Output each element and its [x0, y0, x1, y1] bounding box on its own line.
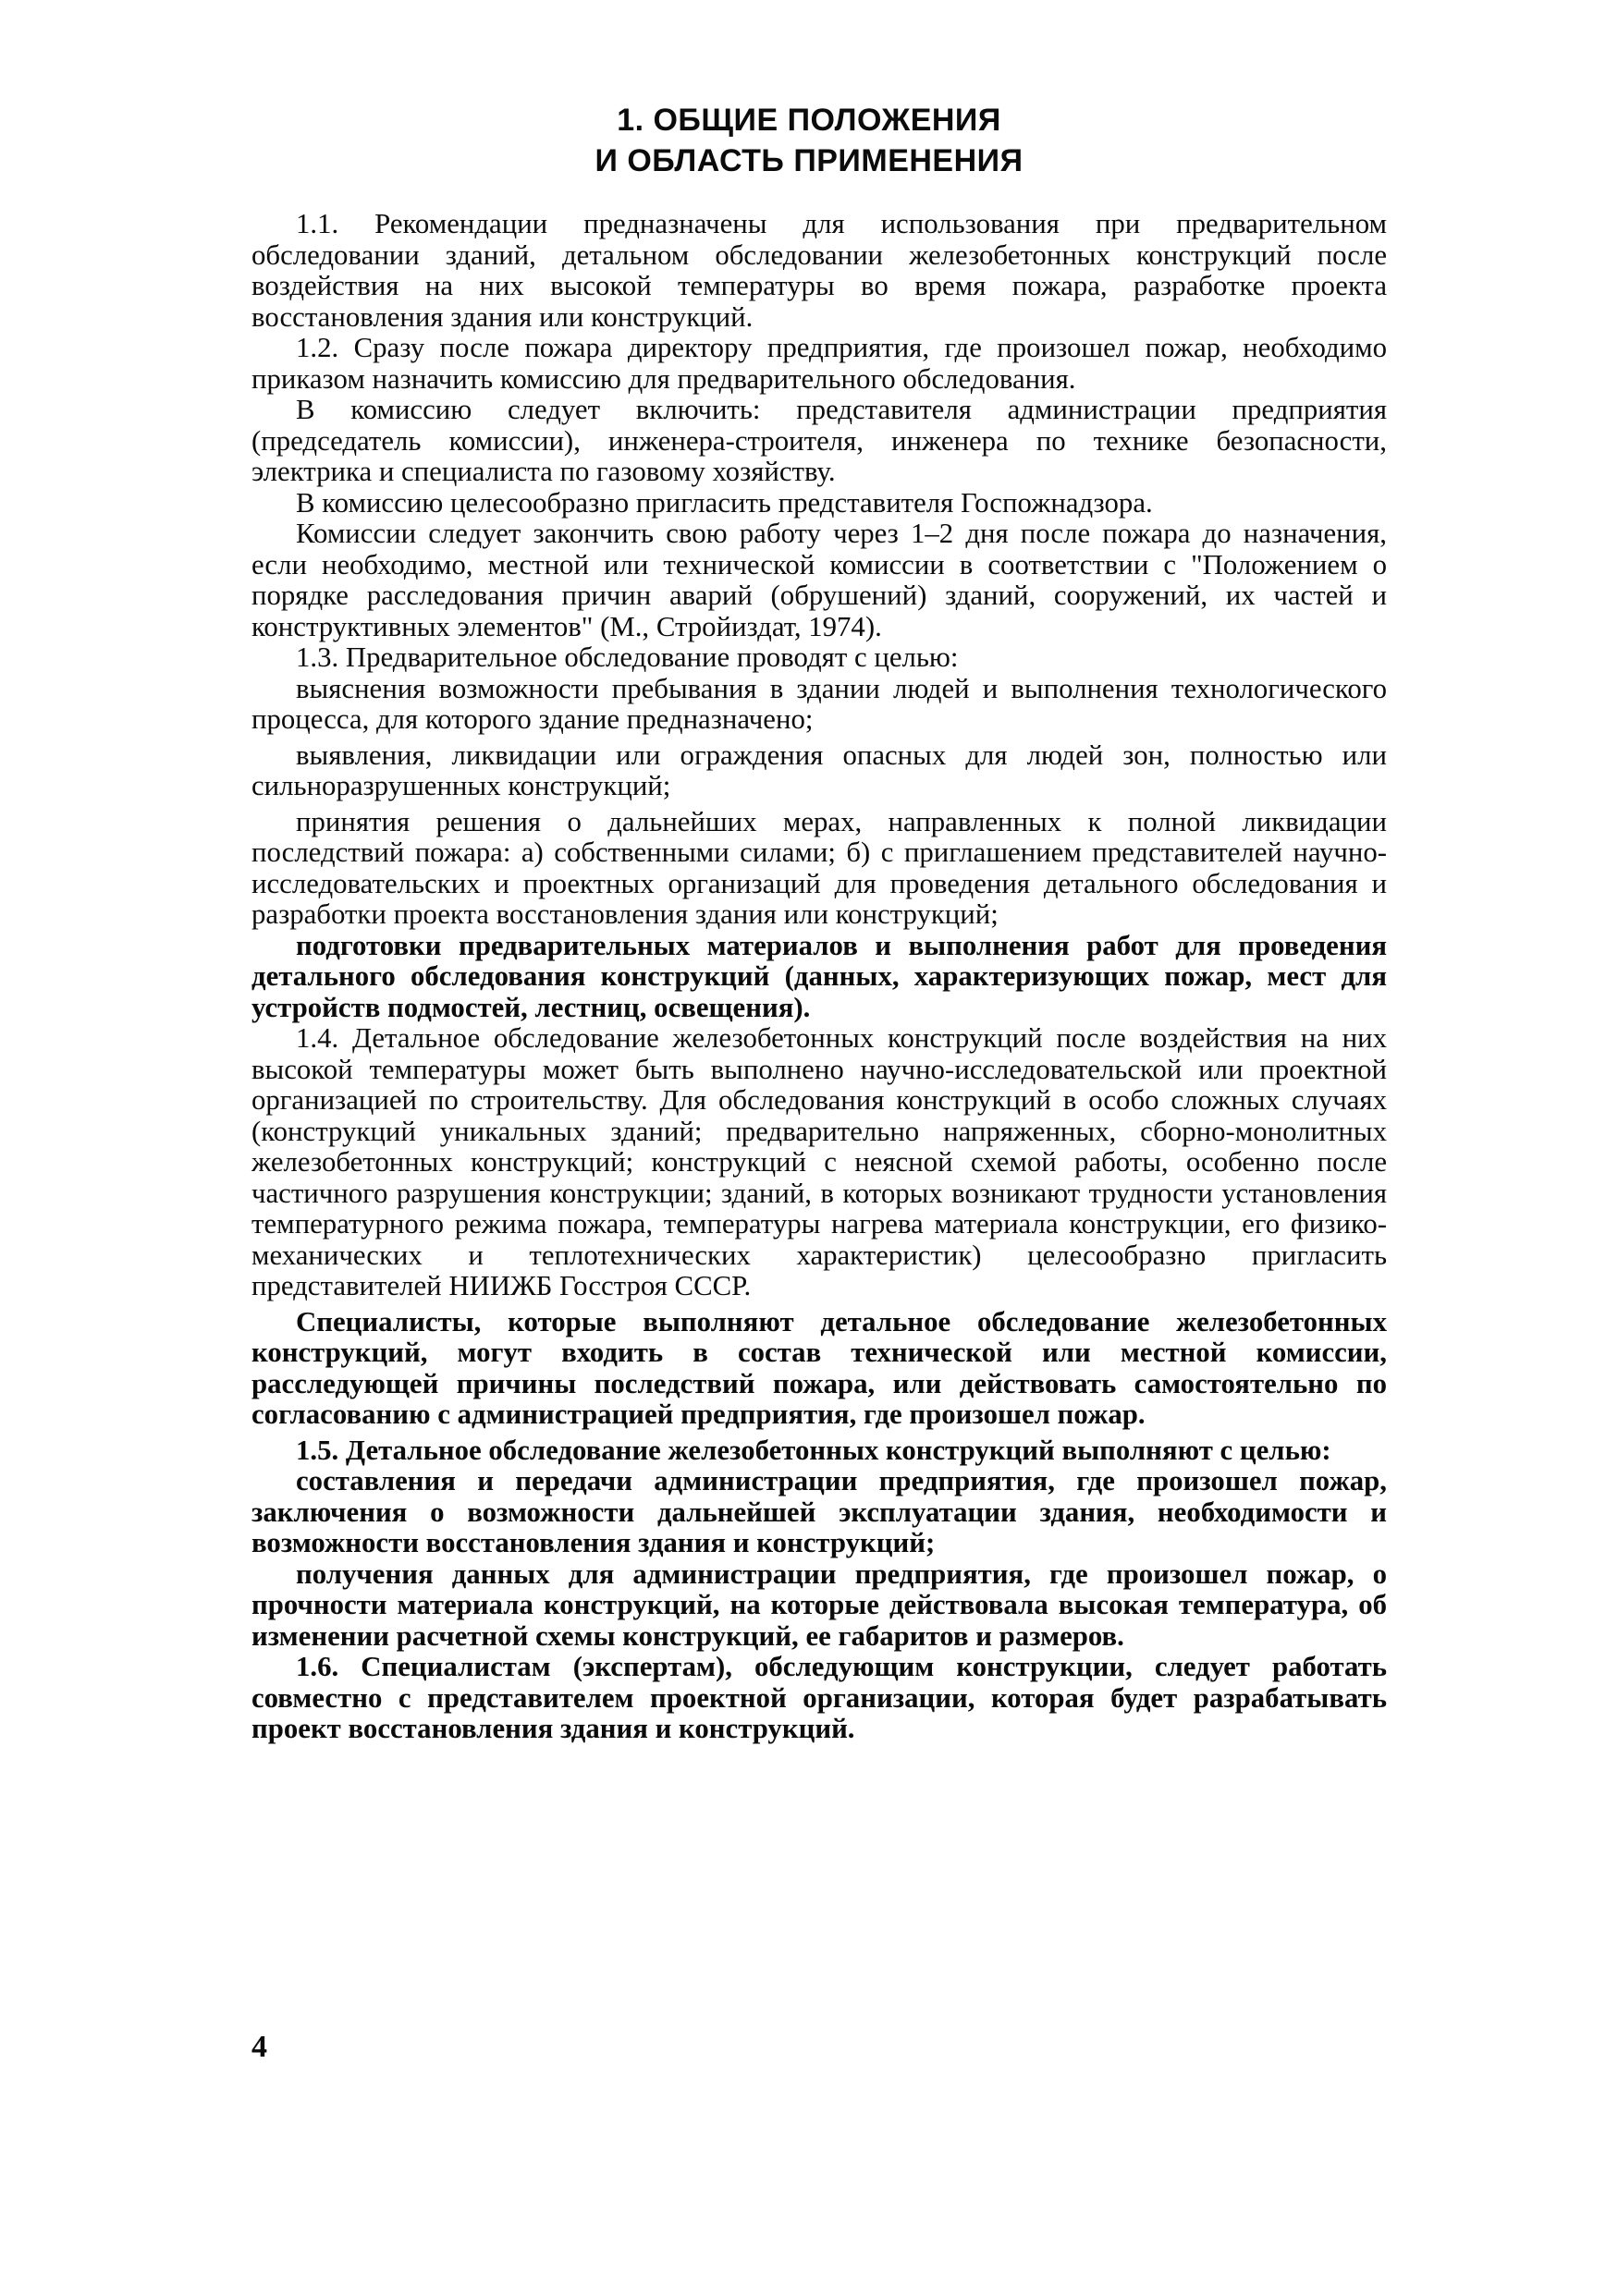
paragraph-1-1: 1.1. Рекомендации предназначены для использования при предварительном обследовании зданий, детальном обследовании железобетонных конструкций после воздействия на них высокой температуры во время пожара, разработке проекта восстановления здания или конструкций.: [251, 208, 1387, 333]
list-item-data: получения данных для администрации предприятия, где произошел пожар, о прочности материала конструкций, на которые действовала высокая температура, об изменении расчетной схемы конструкций, ее габаритов и размеров.: [251, 1557, 1387, 1652]
paragraph-invite-inspector: В комиссию целесообразно пригласить представителя Госпожнадзора.: [296, 486, 1153, 519]
paragraph-commission-members: В комиссию следует включить: представителя администрации предприятия (председатель комиссии), инженера-строителя, инженера по технике безопасности, электрика и специалиста по газовому хозяйству.: [251, 394, 1387, 487]
document-body: [251, 209, 1387, 1745]
list-item-conclusion: составления и передачи администрации предприятия, где произошел пожар, заключения о возможности дальнейшей эксплуатации здания, необходимости и возможности восстановления здания и конструкций;: [251, 1465, 1387, 1558]
paragraph-1-3: 1.3. Предварительное обследование проводят с целью:: [296, 641, 959, 673]
paragraph-1-6: 1.6. Специалистам (экспертам), обследующим конструкции, следует работать совместно с представителем проектной организации, которая будет разрабатывать проект восстановления здания и конструкций.: [251, 1651, 1387, 1744]
list-item-clarify: выяснения возможности пребывания в здании людей и выполнения технологического процесса, для которого здание предназначено;: [251, 672, 1387, 735]
paragraph-commission-deadline: Комиссии следует закончить свою работу через 1–2 дня после пожара до назначения, если необходимо, местной или технической комиссии в соответствии с "Положением о порядке расследования причин аварий (обрушений) зданий, сооружений, их частей и конструктивных элементов" (М., Стройиздат, 1974).: [251, 518, 1387, 642]
page-number: 4: [251, 2030, 267, 2064]
paragraph-1-4: 1.4. Детальное обследование железобетонных конструкций после воздействия на них высокой температуры может быть выполнено научно-исследовательской или проектной организацией по строительству. Для обследования конструкций в особо сложных случаях (конструкций уникальных зданий; предварительно напряженных, сборно-монолитных железобетонных конструкций; конструкций с неясной схемой работы, особенно после частичного разрушения конструкции; зданий, в которых возникают трудности установления температурного режима пожара, температуры нагрева материала конструкции, его физико-механических и теплотехнических характеристик) целесообразно пригласить представителей НИИЖБ Госстроя СССР.: [251, 1022, 1387, 1301]
list-item-preparation: подготовки предварительных материалов и выполнения работ для проведения детального обследования конструкций (данных, характеризующих пожар, мест для устройств подмостей, лестниц, освещения).: [251, 929, 1387, 1023]
section-heading-line-2: И ОБЛАСТЬ ПРИМЕНЕНИЯ: [594, 143, 1024, 178]
paragraph-1-2: 1.2. Сразу после пожара директору предприятия, где произошел пожар, необходимо приказом назначить комиссию для предварительного обследования.: [251, 332, 1387, 395]
paragraph-1-5: 1.5. Детальное обследование железобетонных конструкций выполняют с целью:: [296, 1434, 1331, 1466]
section-heading-line-1: 1. ОБЩИЕ ПОЛОЖЕНИЯ: [617, 103, 1001, 138]
paragraph-specialists: Специалисты, которые выполняют детальное обследование железобетонных конструкций, могут входить в состав технической или местной комиссии, расследующей причины последствий пожара, или действовать самостоятельно по согласованию с администрацией предприятия, где произошел пожар.: [251, 1305, 1387, 1430]
list-item-decision: принятия решения о дальнейших мерах, направленных к полной ликвидации последствий пожара: а) собственными силами; б) с приглашением представителей научно-исследовательских и проектных организаций для проведения детального обследования и разработки проекта восстановления здания или конструкций;: [251, 805, 1387, 930]
list-item-identify-zones: выявления, ликвидации или ограждения опасных для людей зон, полностью или сильноразрушенных конструкций;: [251, 739, 1387, 801]
